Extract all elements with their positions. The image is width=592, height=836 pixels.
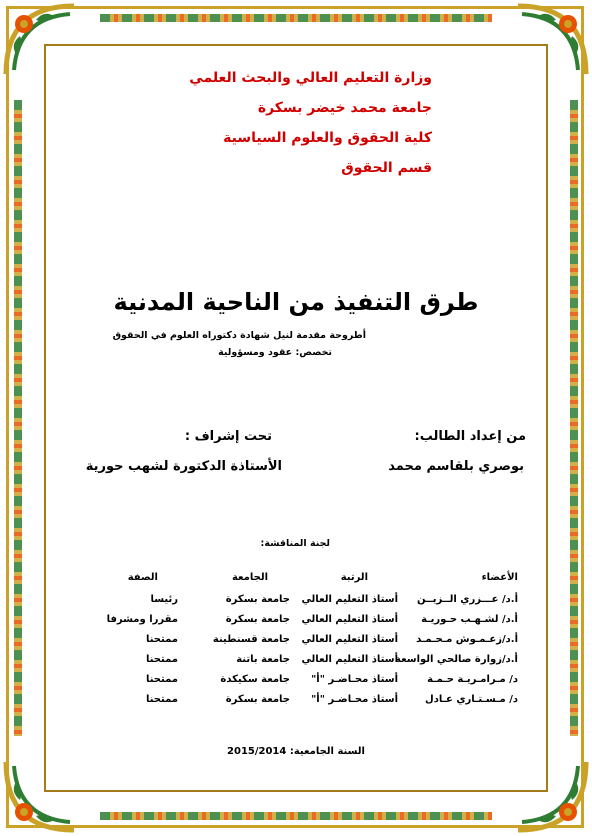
member-rank: أستاذ محـاضـر "أ" <box>311 694 398 705</box>
bottom-vine-ornament <box>100 812 492 820</box>
table-row <box>72 654 518 670</box>
supervisor-label: تحت إشراف : <box>184 429 272 444</box>
member-rank: أستاذ محـاضـر "أ" <box>311 674 398 685</box>
member-university: جامعة سكيكدة <box>220 674 290 685</box>
table-row <box>72 694 518 710</box>
member-university: جامعة بسكرة <box>225 694 290 705</box>
student-label: من إعداد الطالب: <box>414 429 526 444</box>
table-row <box>72 614 518 630</box>
member-role: ممتحنا <box>145 634 178 645</box>
corner-ornament-icon <box>512 756 592 836</box>
corner-ornament-icon <box>0 756 80 836</box>
table-row <box>72 674 518 690</box>
academic-year: السنة الجامعية: 2015/2014 <box>227 746 365 757</box>
member-name: د/ مـرامـريـة حـمـة <box>427 674 518 685</box>
thesis-specialty: تخصص: عقود ومسؤولية <box>218 347 332 358</box>
student-name: بوصري بلقاسم محمد <box>388 459 524 474</box>
member-university: جامعة بسكرة <box>225 594 290 605</box>
member-university: جامعة قسنطينة <box>212 634 290 645</box>
member-name: أ.د/زوارة صالحي الواسعة <box>395 654 518 665</box>
member-name: د/ مـسـتـاري عـادل <box>425 694 518 705</box>
member-role: رئيسا <box>150 594 178 605</box>
thesis-title: طرق التنفيذ من الناحية المدنية <box>113 288 479 316</box>
university-name: جامعة محمد خيضر بسكرة <box>257 100 432 116</box>
ministry-name: وزارة التعليم العالي والبحث العلمي <box>189 70 432 86</box>
header-university: الجامعة <box>231 572 268 583</box>
committee-title: لجنة المناقشة: <box>260 538 330 549</box>
table-row <box>72 594 518 610</box>
header-members: الأعضاء <box>481 572 518 583</box>
top-vine-ornament <box>100 14 492 22</box>
member-rank: أستاذ التعليم العالي <box>301 654 398 665</box>
supervisor-name: الأستاذة الدكتورة لشهب حورية <box>85 459 282 474</box>
member-rank: أستاذ التعليم العالي <box>301 614 398 625</box>
member-rank: أستاذ التعليم العالي <box>301 594 398 605</box>
member-role: ممتحنا <box>145 674 178 685</box>
department-name: قسم الحقوق <box>341 160 432 176</box>
member-rank: أستاذ التعليم العالي <box>301 634 398 645</box>
member-name: أ.د/ لشـهـب حـوريـة <box>421 614 518 625</box>
left-vine-ornament <box>14 100 22 736</box>
right-vine-ornament <box>570 100 578 736</box>
member-role: ممتحنا <box>145 694 178 705</box>
header-rank: الرتبة <box>340 572 368 583</box>
committee-header-row <box>72 572 518 588</box>
member-name: أ.د/ عـــزري الــزيــن <box>416 594 518 605</box>
member-role: مقررا ومشرفا <box>106 614 178 625</box>
faculty-name: كلية الحقوق والعلوم السياسية <box>223 130 432 146</box>
member-role: ممتحنا <box>145 654 178 665</box>
member-name: أ.د/زعـمـوش مـحـمـد <box>416 634 518 645</box>
table-row <box>72 634 518 650</box>
corner-ornament-icon <box>512 0 592 80</box>
member-university: جامعة بسكرة <box>225 614 290 625</box>
header-role: الصفة <box>127 572 158 583</box>
corner-ornament-icon <box>0 0 80 80</box>
member-university: جامعة باتنة <box>236 654 290 665</box>
thesis-subtitle: أطروحة مقدمة لنيل شهادة دكتوراه العلوم في الحقوق <box>112 330 366 341</box>
